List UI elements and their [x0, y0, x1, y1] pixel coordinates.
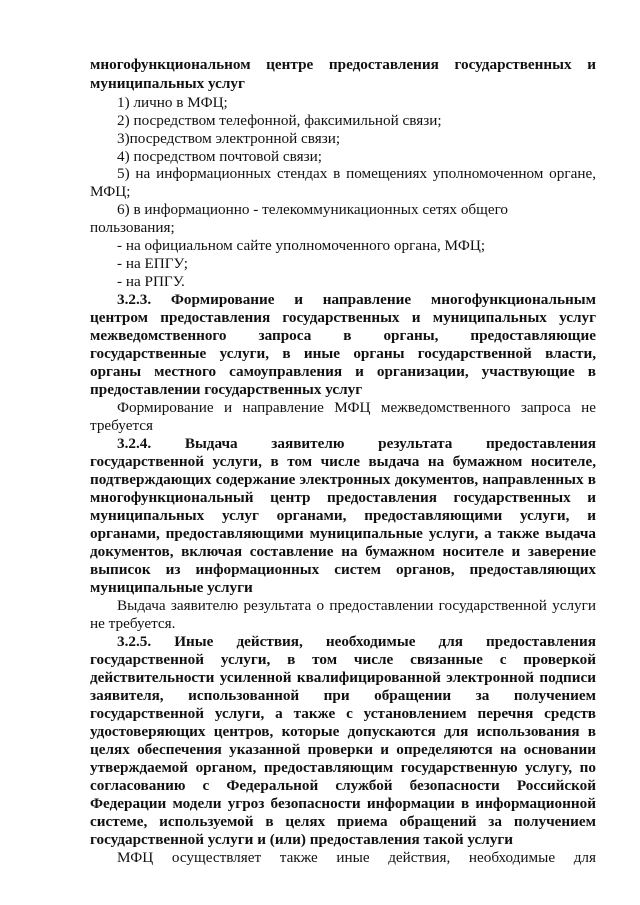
text-line: Выдача заявителю результата о предоставлении государственной услуги [117, 597, 596, 614]
text-line: пользования; [90, 219, 175, 236]
text-line: многофункциональном центре предоставления государственных и [90, 56, 596, 73]
text-line: 2) посредством телефонной, факсимильной связи; [117, 112, 442, 129]
text-line: 6) в информационно - телекоммуникационных сетях общего [117, 201, 509, 218]
section-heading: подтверждающих содержание электронных документов, направленных в [90, 471, 596, 488]
text-line: Формирование и направление МФЦ межведомственного запроса не [117, 399, 596, 416]
text-line: требуется [90, 417, 153, 434]
text-line: - на официальном сайте уполномоченного органа, МФЦ; [117, 237, 486, 254]
text-line: 4) посредством почтовой связи; [117, 148, 322, 165]
section-heading: действительности усиленной квалифицированной электронной подписи [90, 669, 596, 686]
text-line: 5) на информационных стендах в помещениях уполномоченном органе, [117, 165, 596, 182]
text-line: - на ЕПГУ; [117, 255, 188, 272]
section-heading: системе, используемой в целях приема обращений за получением [90, 813, 596, 830]
section-heading: органы местного самоуправления и организации, участвующие в [90, 363, 596, 380]
section-heading: государственной услуги, в том числе выдача на бумажном носителе, [90, 453, 596, 470]
section-heading: 3.2.4. Выдача заявителю результата предоставления [117, 435, 596, 452]
section-heading: государственные услуги, в иные органы государственной власти, [90, 345, 596, 362]
section-heading: заявителя, использованной при обращении за получением [90, 687, 596, 704]
section-heading: государственной услуги, а также с установлением перечня средств [90, 705, 596, 722]
section-heading: документов, включая составление на бумажном носителе и заверение [90, 543, 596, 560]
section-heading: предоставлении государственных услуг [90, 381, 363, 398]
section-heading: утверждаемой органом, предоставляющим государственную услугу, по [90, 759, 596, 776]
section-heading: выписок из информационных систем органов, предоставляющих [90, 561, 596, 578]
section-heading: Федерации модели угроз безопасности информации в информационной [90, 795, 596, 812]
section-heading: межведомственного запроса в органы, предоставляющие [90, 327, 596, 344]
text-line: 3)посредством электронной связи; [117, 130, 341, 147]
section-heading: согласованию с Федеральной службой безопасности Российской [90, 777, 596, 794]
text-line: МФЦ осуществляет также иные действия, необходимые для [117, 849, 596, 866]
section-heading: государственной услуги, в том числе связанные с проверкой [90, 651, 596, 668]
text-line: 1) лично в МФЦ; [117, 94, 228, 111]
text-line: муниципальных услуг [90, 75, 245, 92]
text-line: - на РПГУ. [117, 273, 185, 290]
section-heading: удостоверяющих центров, которые допускаются для использования в [90, 723, 596, 740]
section-heading: государственной услуги и (или) предоставления такой услуги [90, 831, 514, 848]
section-heading: муниципальные услуги [90, 579, 253, 596]
section-heading: центром предоставления государственных и муниципальных услуг [90, 309, 596, 326]
text-line: не требуется. [90, 615, 176, 632]
section-heading: 3.2.5. Иные действия, необходимые для предоставления [117, 633, 596, 650]
text-line: МФЦ; [90, 183, 131, 200]
section-heading: многофункциональный центр предоставления государственных и [90, 489, 596, 506]
section-heading: 3.2.3. Формирование и направление многофункциональным [117, 291, 596, 308]
section-heading: целях обеспечения указанной проверки и определяются на основании [90, 741, 596, 758]
section-heading: органами, предоставляющими муниципальные услуги, а также выдача [90, 525, 596, 542]
section-heading: муниципальных услуг органами, предоставляющими услуги, и [90, 507, 596, 524]
